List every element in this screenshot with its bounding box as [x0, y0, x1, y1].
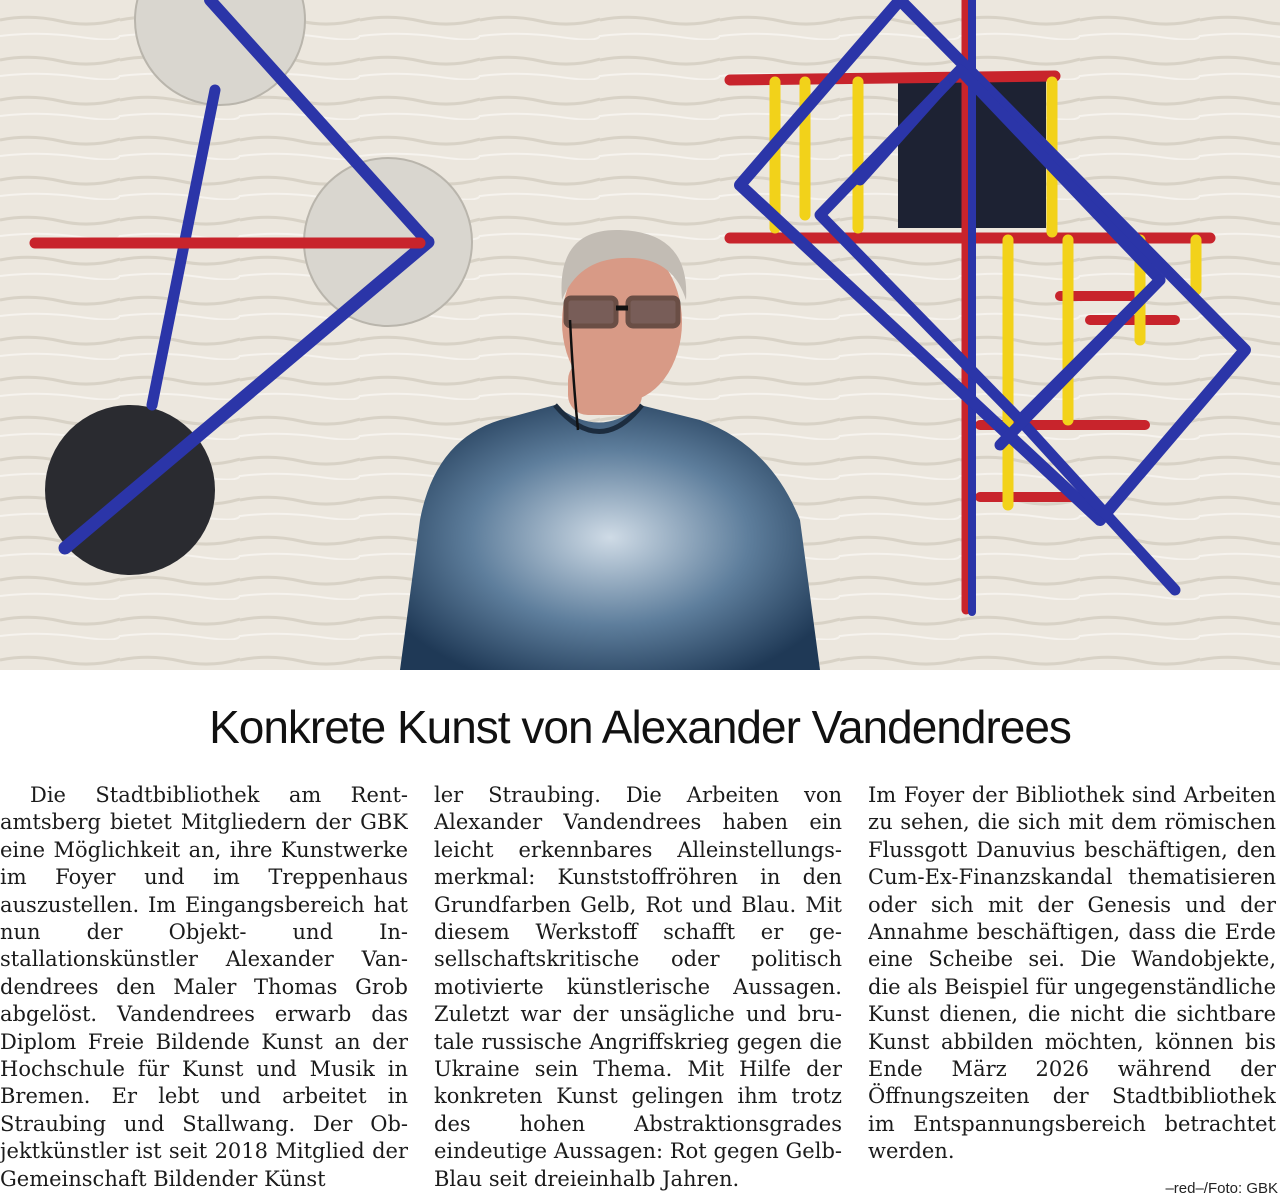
article-column-3: Im Foyer der Bibliothek sind Arbeiten zu sehen, die sich mit dem römischen Flussgott Danuvius beschäftigen, den Cum-Ex-Finanzskandal thematisieren oder sich mit der Genesis und der Annahme beschäftigen, dass die Erde eine Scheibe sei. Die Wandobjekte, die als Beispiel für ungegenständliche Kunst dienen, die nicht die sichtbare Kunst abbilden möchten, können bis Ende März 2026 während der Öffnungszeiten der Stadtbibliothek im Entspannungsbereich betrachtet werden. [868, 783, 1276, 1164]
glasses-left-lens [566, 298, 616, 326]
article-headline: Konkrete Kunst von Alexander Vandendrees [209, 701, 1071, 753]
photo-credit: –red–/Foto: GBK [1157, 1180, 1278, 1197]
glasses-right-lens [628, 298, 678, 326]
article-column-1: Die Stadtbibliothek am Rentamtsberg bietet Mitgliedern der GBK eine Möglichkeit an, ihre Kunstwerke im Foyer und im Treppenhaus auszustellen. Im Eingangsbereich hat nun der Objekt- und Installationskünstler Alexander Vandendrees den Maler Thomas Grob abgelöst. Vandendrees erwarb das Diplom Freie Bildende Kunst an der Hochschule für Kunst und Musik in Bremen. Er lebt und arbeitet in Straubing und Stallwang. Der Objektkünstler ist seit 2018 Mitglied der Gemeinschaft Bildender Künst [0, 783, 408, 1191]
article-column-2: ler Straubing. Die Arbeiten von Alexander Vandendrees haben ein leicht erkennbares Alleinstellungsmerkmal: Kunststoffröhren in den Grundfarben Gelb, Rot und Blau. Mit diesem Werkstoff schafft er gesellschaftskritische oder politisch motivierte künstlerische Aussagen. Zuletzt war der unsägliche und brutale russische Angriffskrieg gegen die Ukraine sein Thema. Mit Hilfe der konkreten Kunst gelingen ihm trotz des hohen Abstraktionsgrades eindeutige Aussagen: Rot gegen Gelb-Blau seit dreieinhalb Jahren. [434, 783, 842, 1191]
